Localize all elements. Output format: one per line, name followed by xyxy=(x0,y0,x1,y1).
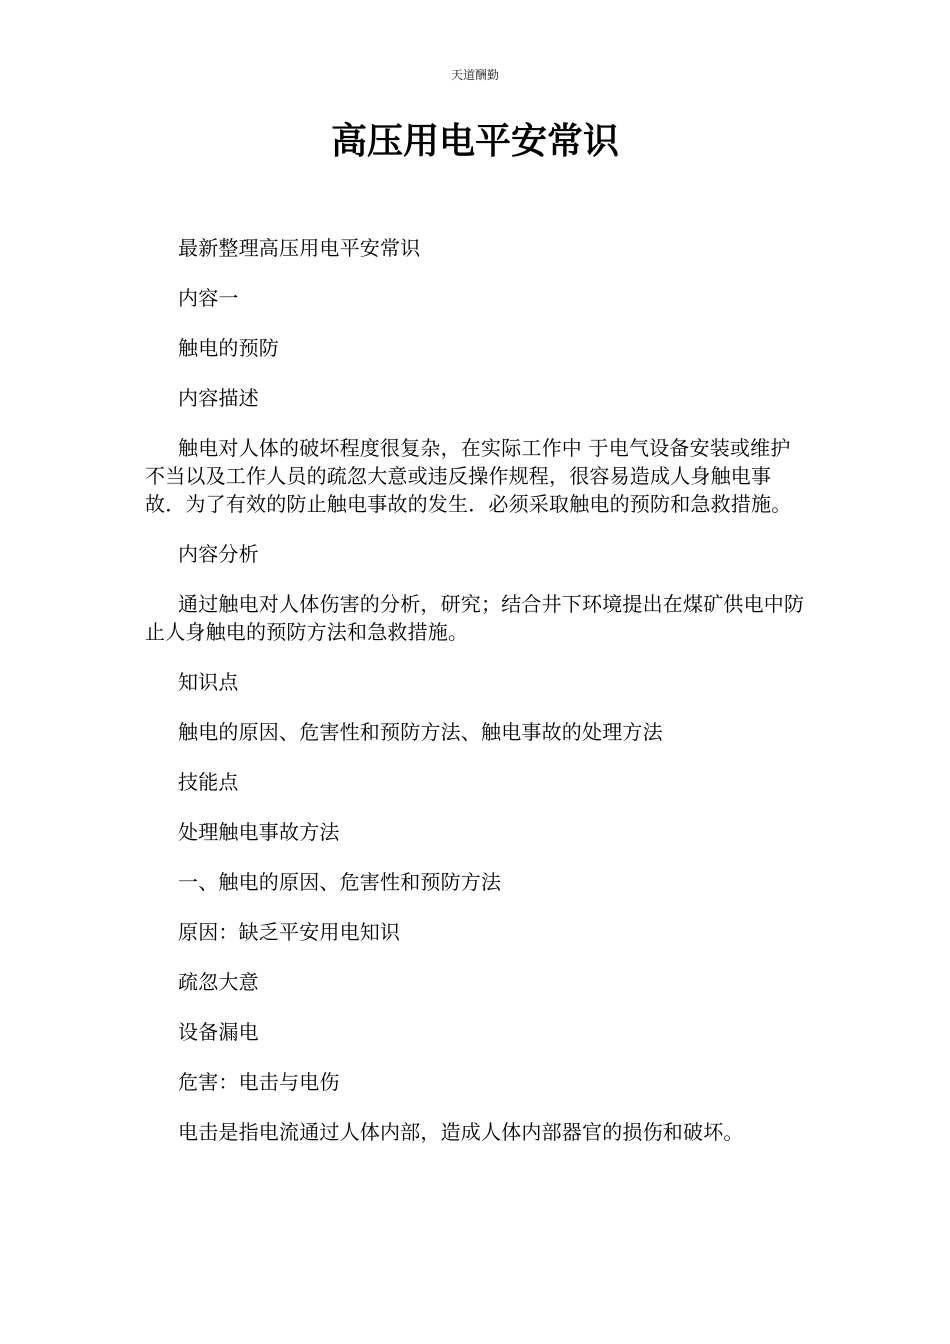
paragraph-skill: 处理触电事故方法 xyxy=(178,820,340,844)
paragraph-negligence: 疏忽大意 xyxy=(178,970,259,994)
paragraph-cause: 原因：缺乏平安用电知识 xyxy=(178,920,401,944)
paragraph-electric-shock: 电击是指电流通过人体内部，造成人体内部器官的损伤和破坏。 xyxy=(178,1120,744,1144)
paragraph-leakage: 设备漏电 xyxy=(178,1020,259,1044)
page-header: 天道酬勤 xyxy=(450,68,499,82)
paragraph-description: 触电对人体的破坏程度很复杂，在实际工作中 于电气设备安装或维护不当以及工作人员的疏忽大意或违反操作规程，很容易造成人身触电事故．为了有效的防止触电事故的发生．必须采取触电的预防和急救措施。 xyxy=(145,436,792,516)
paragraph-skill-heading: 技能点 xyxy=(178,770,239,794)
paragraph-knowledge: 触电的原因、危害性和预防方法、触电事故的处理方法 xyxy=(178,720,663,744)
paragraph-harm: 危害：电击与电伤 xyxy=(178,1070,340,1094)
paragraph-section-one-heading: 一、触电的原因、危害性和预防方法 xyxy=(178,870,502,894)
paragraph-knowledge-heading: 知识点 xyxy=(178,670,239,694)
paragraph-topic: 触电的预防 xyxy=(178,336,279,360)
paragraph-description-heading: 内容描述 xyxy=(178,386,259,410)
paragraph-analysis-heading: 内容分析 xyxy=(178,542,259,566)
document-title: 高压用电平安常识 xyxy=(330,120,619,162)
paragraph-content-one: 内容一 xyxy=(178,286,239,310)
paragraph-subtitle: 最新整理高压用电平安常识 xyxy=(178,236,421,260)
paragraph-analysis: 通过触电对人体伤害的分析，研究；结合井下环境提出在煤矿供电中防止人身触电的预防方法和急救措施。 xyxy=(145,592,805,644)
document-body xyxy=(145,234,810,1168)
